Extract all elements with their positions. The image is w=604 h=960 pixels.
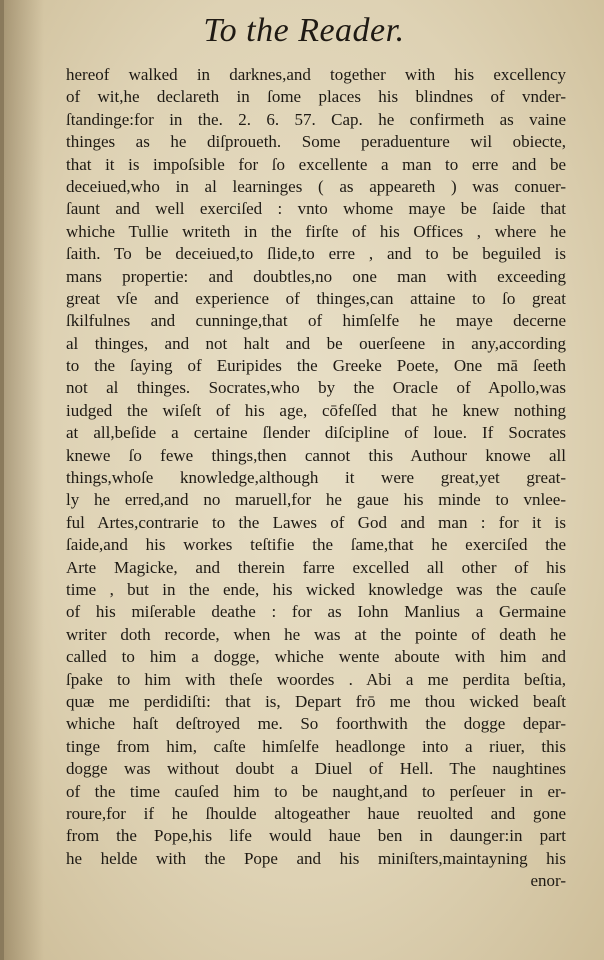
page-edge-shadow [4,0,44,960]
text-line: tinge from him, caſte himſelfe headlonge into a riuer, this [66,736,566,756]
text-line: dogge was without doubt a Diuel of Hell. The naughtines [66,759,566,779]
text-line: he helde with the Pope and his miniſters,maintayning his [66,848,566,868]
text-line: ſpake to him with theſe woordes . Abi a me perdita beſtia, [66,669,566,689]
text-line: al thinges, and not halt and be ouerſeene in any,according [66,333,566,353]
text-line: hereof walked in darknes,and together with his excellency [66,65,566,84]
text-line: knewe ſo fewe things,then cannot this Authour knowe all [66,445,566,465]
text-line: from the Pope,his life would haue ben in daunger:in part [66,826,566,846]
text-line: of his miſerable deathe : for as Iohn Manlius a Germaine [66,602,566,622]
text-line: ful Artes,contrarie to the Lawes of God and man : for it is [66,512,566,532]
text-line: Arte Magicke, and therein farre excelled all other of his [66,557,566,577]
text-line: whiche haſt deſtroyed me. So foorthwith the dogge depar- [66,714,566,734]
text-line: that it is impoſsible for ſo excellente a man to erre and be [66,154,566,174]
text-line: quæ me perdidiſti: that is, Depart frō me thou wicked beaſt [66,691,566,711]
text-line: ſtandinge:for in the. 2. 6. 57. Cap. he confirmeth as vaine [66,109,566,129]
text-line: of the time cauſed him to be naught,and to perſeuer in er- [66,781,566,801]
text-line: not al thinges. Socrates,who by the Oracle of Apollo,was [66,378,566,398]
text-line: time , but in the ende, his wicked knowledge was the cauſe [66,579,566,599]
text-line: ſaith. To be deceiued,to ſlide,to erre , and to be beguiled is [66,244,566,264]
text-line: great vſe and experience of thinges,can attaine to ſo great [66,288,566,308]
text-line: called to him a dogge, whiche wente aboute with him and [66,647,566,667]
text-line: roure,for if he ſhoulde altogeather haue reuolted and gone [66,803,566,823]
text-line: ly he erred,and no maruell,for he gaue his minde to vnlee- [66,490,566,510]
text-line: thinges as he diſprouеth. Some peraduenture wil obiecte, [66,132,566,152]
text-line: things,whoſe knowledge,although it were great,yet great- [66,468,566,488]
catchword: enor- [530,871,566,891]
text-line: to the ſaying of Euripides the Greeke Poete, One mā ſeeth [66,356,566,376]
text-line: mans propertie: and doubtles,no one man with exceeding [66,266,566,286]
text-line: iudged the wiſeſt of his age, cōfeſſed that he knew nothing [66,400,566,420]
text-line: at all,beſide a certaine ſlender diſcipline of loue. If Socrates [66,423,566,443]
text-line: of wit,he declareth in ſome places his blindnes of vnder- [66,87,566,107]
text-line: ſaide,and his workes teſtifie the ſame,that he exerciſed the [66,535,566,555]
text-line: writer doth recorde, when he was at the pointe of death he [66,624,566,644]
text-line: ſaunt and well exerciſed : vnto whome maye be ſaide that [66,199,566,219]
text-line: ſkilfulnes and cunninge,that of himſelfe he maye decerne [66,311,566,331]
running-header: To the Reader. [203,12,405,49]
text-line: whiche Tullie writeth in the firſte of his Offices , where he [66,221,566,241]
text-line: deceiued,who in al learninges ( as appeareth ) was conuer- [66,176,566,196]
body-text [66,64,566,892]
